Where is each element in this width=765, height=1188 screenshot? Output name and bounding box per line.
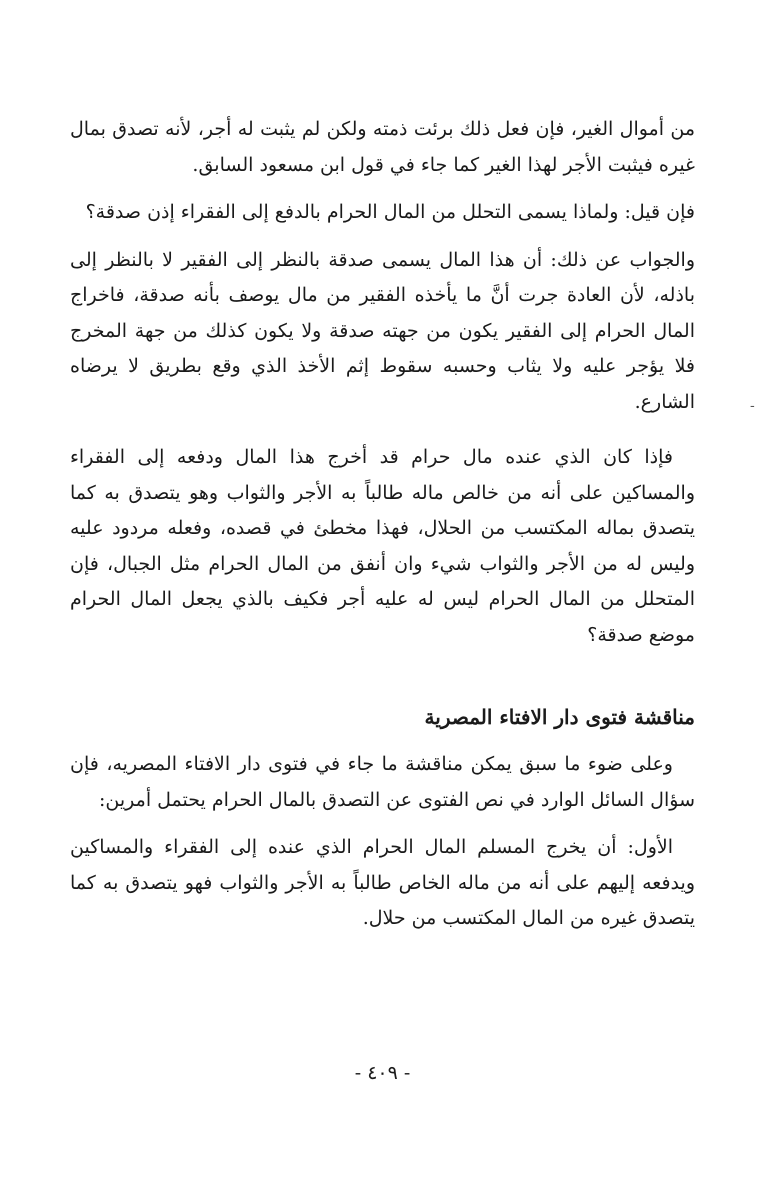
paragraph-3: والجواب عن ذلك: أن هذا المال يسمى صدقة بالنظر إلى الفقير لا بالنظر إلى باذله، لأن العادة جرت أنَّ ما يأخذه الفقير من مال يوصف بأنه صدقة، فاخراج المال الحرام إلى الفقير يكون من جهته صدقة ولا يكون كذلك من جهة المخرج فلا يؤجر عليه ولا يثاب وحسبه سقوط إثم الأخذ الذي وقع بطريق لا يرضاه الشارع.: [70, 248, 695, 413]
paragraph-1: من أموال الغير، فإن فعل ذلك برئت ذمته ولكن لم يثبت له أجر، لأنه تصدق بمال غيره فيثبت الأجر لهذا الغير كما جاء في قول ابن مسعود السابق.: [70, 118, 695, 176]
section-heading: مناقشة فتوى دار الافتاء المصرية: [424, 705, 695, 729]
margin-mark: -: [750, 398, 755, 414]
paragraph-5: وعلى ضوء ما سبق يمكن مناقشة ما جاء في فتوى دار الافتاء المصريه، فإن سؤال السائل الوارد في نص الفتوى عن التصدق بالمال الحرام يحتمل أمرين:: [70, 753, 695, 811]
page-number: - ٤٠٩ -: [354, 1062, 411, 1084]
page-body: [70, 112, 695, 937]
paragraph-2: فإن قيل: ولماذا يسمى التحلل من المال الحرام بالدفع إلى الفقراء إذن صدقة؟: [85, 201, 695, 223]
paragraph-6: الأول: أن يخرج المسلم المال الحرام الذي عنده إلى الفقراء والمساكين ويدفعه إليهم على أنه من ماله الخاص طالباً به الأجر والثواب فهو يتصدق به كما يتصدق غيره من المال المكتسب من حلال.: [70, 836, 695, 929]
paragraph-4: فإذا كان الذي عنده مال حرام قد أخرج هذا المال ودفعه إلى الفقراء والمساكين على أنه من خالص ماله طالباً به الأجر والثواب وهو يتصدق به كما يتصدق بماله المكتسب من الحلال، فهذا مخطئ في قصده، وفعله مردود عليه وليس له من الأجر والثواب شيء وان أنفق من المال الحرام مثل الجبال، فإن المتحلل من المال الحرام ليس له عليه أجر فكيف بالذي يجعل المال الحرام موضع صدقة؟: [70, 446, 695, 646]
